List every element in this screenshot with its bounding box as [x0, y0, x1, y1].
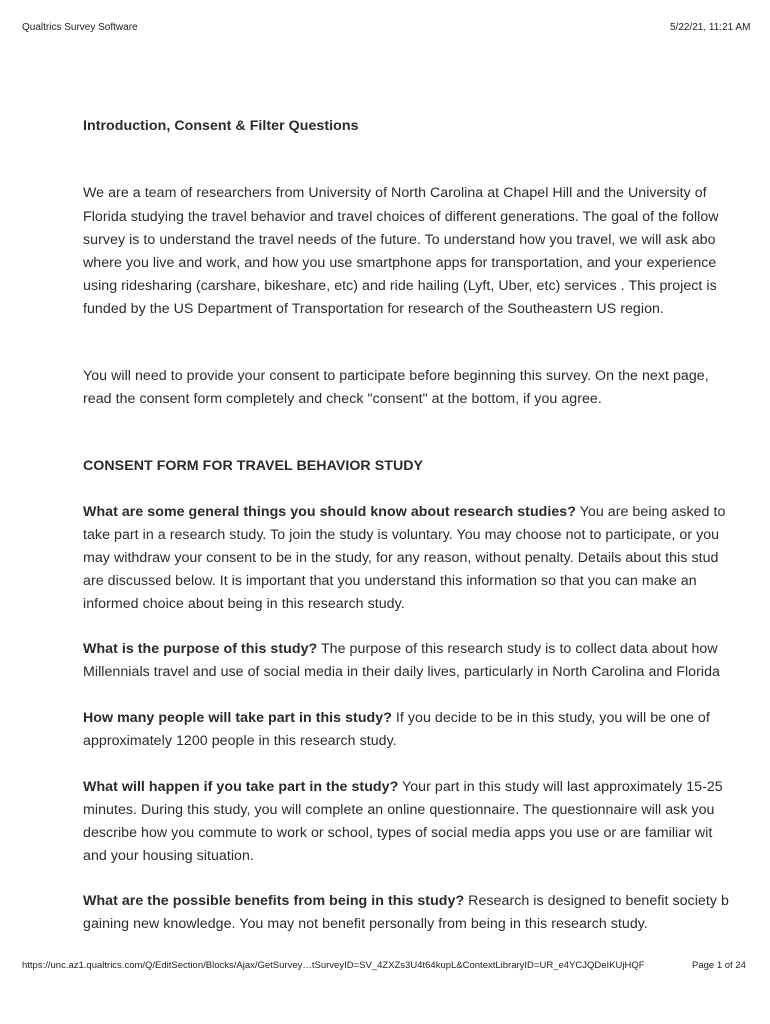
print-footer-url: https://unc.az1.qualtrics.com/Q/EditSection/Blocks/Ajax/GetSurvey…tSurveyID=SV_4ZXZs3U4t64kupL&ContextLibraryID=UR_e4YCJQDeIKUjHQF [22, 960, 645, 971]
consent-form-title: CONSENT FORM FOR TRAVEL BEHAVIOR STUDY [83, 458, 424, 474]
intro-line: We are a team of researchers from University of North Carolina at Chapel Hill and the University of [83, 185, 707, 201]
qa-answer-line: take part in a research study. To join the study is voluntary. You may choose not to participate, or you [83, 527, 720, 543]
intro-line: using ridesharing (carshare, bikeshare, etc) and ride hailing (Lyft, Uber, etc) services . This project is [83, 278, 717, 294]
qa-question: What are the possible benefits from being in this study? [83, 893, 465, 909]
qa-answer-line: may withdraw your consent to be in the study, for any reason, without penalty. Details about this stud [83, 550, 719, 566]
qa-answer-start: The purpose of this research study is to collect data about how [317, 641, 718, 657]
qa-question: What are some general things you should know about research studies? [83, 504, 576, 520]
qa-first-line [83, 710, 710, 726]
print-header-timestamp: 5/22/21, 11:21 AM [670, 22, 751, 33]
section-title: Introduction, Consent & Filter Questions [83, 118, 359, 134]
intro-line: funded by the US Department of Transportation for research of the Southeastern US region. [83, 301, 664, 317]
qa-answer-line: describe how you commute to work or school, types of social media apps you use or are familiar wit [83, 825, 713, 841]
qa-first-line [83, 779, 723, 795]
qa-question: How many people will take part in this study? [83, 710, 392, 726]
qa-question: What is the purpose of this study? [83, 641, 318, 657]
qa-answer-start: If you decide to be in this study, you will be one of [391, 710, 710, 726]
intro-line: where you live and work, and how you use smartphone apps for transportation, and your experience [83, 255, 717, 271]
qa-answer-start: Research is designed to benefit society b [464, 893, 729, 909]
print-footer-page-number: Page 1 of 24 [692, 960, 746, 971]
qa-answer-start: Your part in this study will last approximately 15-25 [398, 779, 723, 795]
consent-note-line: read the consent form completely and check "consent" at the bottom, if you agree. [83, 391, 602, 407]
qa-answer-line: are discussed below. It is important that you understand this information so that you can make an [83, 573, 697, 589]
qa-question: What will happen if you take part in the study? [83, 779, 399, 795]
print-header-left: Qualtrics Survey Software [22, 22, 138, 33]
qa-first-line [83, 641, 718, 657]
qa-answer-line: and your housing situation. [83, 848, 254, 864]
document-body [83, 0, 769, 950]
qa-answer-line: gaining new knowledge. You may not benefit personally from being in this research study. [83, 916, 648, 932]
qa-answer-line: approximately 1200 people in this research study. [83, 733, 397, 749]
intro-line: survey is to understand the travel needs of the future. To understand how you travel, we will ask abo [83, 232, 716, 248]
qa-answer-start: You are being asked to [575, 504, 726, 520]
intro-line: Florida studying the travel behavior and travel choices of different generations. The goal of the follow [83, 209, 719, 225]
qa-answer-line: minutes. During this study, you will complete an online questionnaire. The questionnaire will ask you [83, 802, 715, 818]
qa-first-line [83, 504, 725, 520]
qa-answer-line: Millennials travel and use of social media in their daily lives, particularly in North Carolina and Florida [83, 664, 720, 680]
consent-note-line: You will need to provide your consent to participate before beginning this survey. On the next page, [83, 368, 709, 384]
qa-answer-line: informed choice about being in this research study. [83, 596, 405, 612]
qa-first-line [83, 893, 729, 909]
